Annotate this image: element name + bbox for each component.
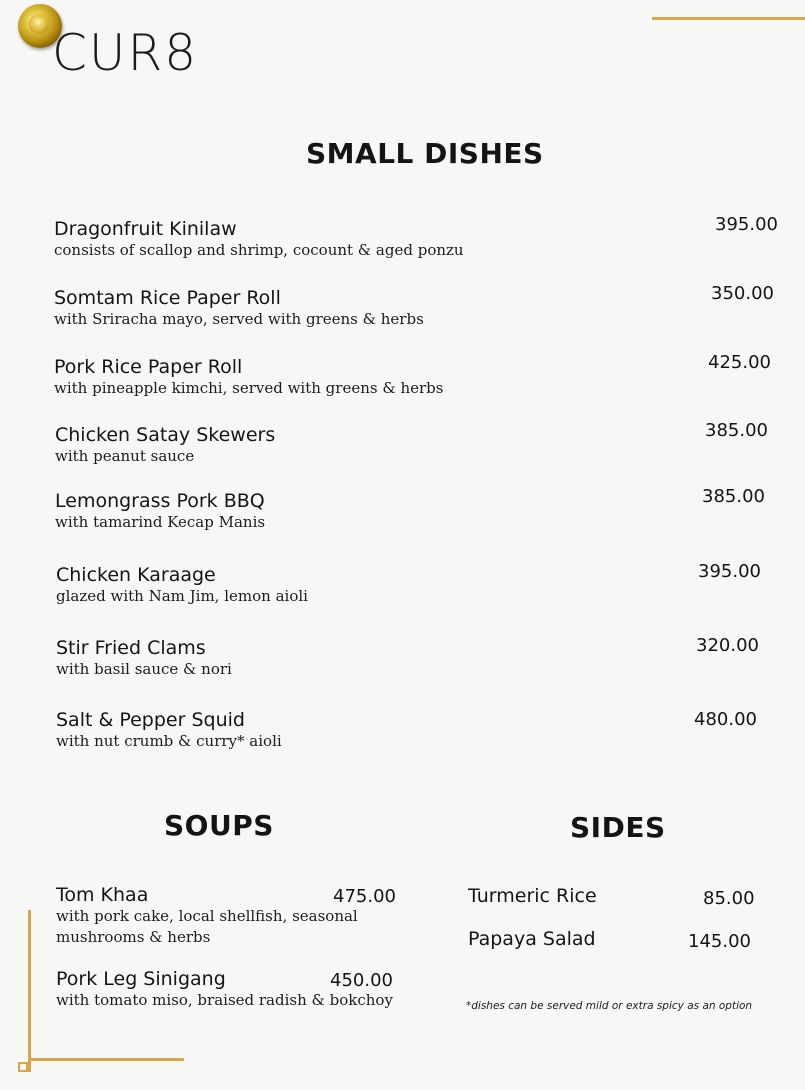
- menu-item: [55, 490, 265, 533]
- item-name: Dragonfruit Kinilaw: [54, 218, 237, 240]
- gold-accent-line-left: [28, 910, 31, 1072]
- menu-item: [54, 218, 464, 261]
- item-description: consists of scallop and shrimp, cocount & aged ponzu: [54, 241, 464, 259]
- menu-item: [55, 424, 275, 467]
- item-description: with basil sauce & nori: [56, 660, 232, 678]
- item-price: 145.00: [688, 931, 751, 952]
- item-description: glazed with Nam Jim, lemon aioli: [56, 587, 308, 605]
- item-price: 425.00: [708, 352, 771, 373]
- item-name: Pork Leg Sinigang: [56, 968, 226, 990]
- item-name: Pork Rice Paper Roll: [54, 356, 243, 378]
- menu-item: [56, 564, 308, 607]
- menu-item: [54, 287, 424, 330]
- item-description: with nut crumb & curry* aioli: [56, 732, 282, 750]
- item-description: with pineapple kimchi, served with greens & herbs: [54, 379, 444, 397]
- menu-item: [468, 885, 597, 907]
- gold-accent-line-top: [652, 17, 805, 20]
- item-price: 475.00: [333, 886, 396, 907]
- item-description: with tomato miso, braised radish & bokchoy: [56, 991, 393, 1009]
- section-title-small-dishes: SMALL DISHES: [306, 137, 544, 170]
- item-name: Somtam Rice Paper Roll: [54, 287, 281, 309]
- item-name: Stir Fried Clams: [56, 637, 206, 659]
- gold-accent-line-bottom: [28, 1058, 184, 1061]
- item-name: Chicken Karaage: [56, 564, 216, 586]
- section-title-sides: SIDES: [570, 811, 666, 844]
- item-description: with peanut sauce: [55, 447, 195, 465]
- item-price: 320.00: [696, 635, 759, 656]
- item-name: Chicken Satay Skewers: [55, 424, 276, 446]
- item-name: Tom Khaa: [56, 884, 149, 906]
- item-price: 395.00: [715, 214, 778, 235]
- item-description: with pork cake, local shellfish, seasonal mushrooms & herbs: [56, 907, 358, 946]
- spice-footnote: *dishes can be served mild or extra spicy as an option: [466, 1000, 753, 1012]
- item-description: with tamarind Kecap Manis: [55, 513, 266, 531]
- menu-item: [54, 356, 443, 399]
- menu-item: [468, 928, 596, 950]
- section-title-soups: SOUPS: [164, 809, 274, 842]
- brand-logo: CUR8: [52, 24, 199, 82]
- item-price: 350.00: [711, 283, 774, 304]
- item-description: with Sriracha mayo, served with greens & herbs: [54, 310, 424, 328]
- gold-accent-square: [18, 1062, 28, 1072]
- menu-item: [56, 884, 376, 948]
- item-price: 395.00: [698, 561, 761, 582]
- item-price: 480.00: [694, 709, 757, 730]
- menu-item: [56, 637, 232, 680]
- item-name: Papaya Salad: [468, 928, 596, 950]
- item-price: 385.00: [705, 420, 768, 441]
- item-price: 385.00: [702, 486, 765, 507]
- item-price: 450.00: [330, 970, 393, 991]
- menu-item: [56, 709, 282, 752]
- item-price: 85.00: [703, 888, 755, 909]
- item-name: Lemongrass Pork BBQ: [55, 490, 265, 512]
- item-name: Turmeric Rice: [468, 885, 597, 907]
- item-name: Salt & Pepper Squid: [56, 709, 245, 731]
